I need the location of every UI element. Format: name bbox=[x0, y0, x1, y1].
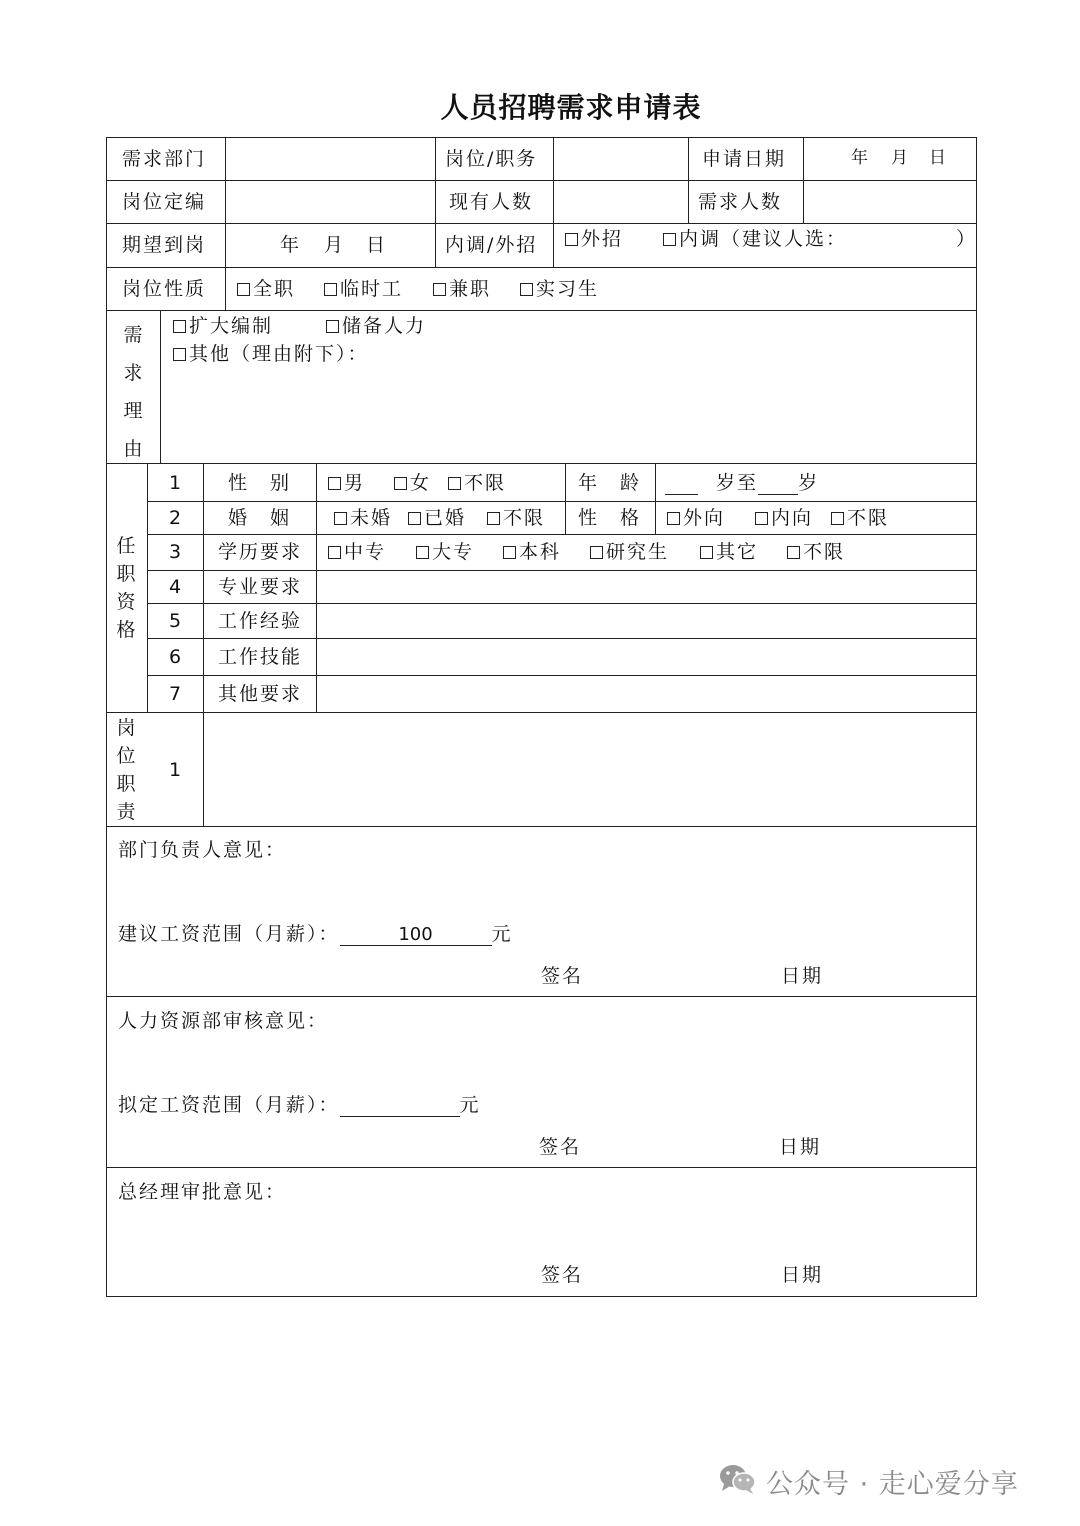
need-count-label: 需求人数 bbox=[698, 191, 783, 213]
checkbox-icon bbox=[755, 512, 768, 525]
dept-sign-label: 签名 bbox=[541, 965, 584, 987]
qual-row-number: 3 bbox=[169, 541, 182, 563]
dept-label: 需求部门 bbox=[122, 148, 207, 170]
need-count-field[interactable] bbox=[804, 181, 975, 223]
gm-sign-label: 签名 bbox=[541, 1264, 584, 1286]
checkbox-icon bbox=[394, 477, 407, 490]
skills-label: 工作技能 bbox=[218, 646, 303, 668]
gender-label: 性 别 bbox=[228, 472, 292, 494]
other-req-field[interactable] bbox=[317, 676, 975, 712]
checkbox-icon bbox=[448, 477, 461, 490]
hr-opinion-label: 人力资源部审核意见： bbox=[118, 1010, 329, 1032]
age-range[interactable]: 岁至 岁 bbox=[665, 471, 819, 495]
dept-salary-row: 建议工资范围（月薪）： 100 元 bbox=[118, 923, 513, 945]
experience-label: 工作经验 bbox=[218, 610, 303, 632]
current-count-label: 现有人数 bbox=[449, 191, 534, 213]
marital-label: 婚 姻 bbox=[228, 507, 292, 529]
checkbox-icon bbox=[520, 283, 533, 296]
hr-sign-label: 签名 bbox=[539, 1136, 582, 1158]
apply-month: 月 bbox=[891, 148, 910, 168]
duty-row-number: 1 bbox=[169, 759, 182, 781]
dept-opinion-label: 部门负责人意见： bbox=[118, 839, 287, 861]
education-label: 学历要求 bbox=[218, 541, 303, 563]
checkbox-icon bbox=[590, 546, 603, 559]
major-label: 专业要求 bbox=[218, 576, 303, 598]
headcount-label: 岗位定编 bbox=[122, 191, 207, 213]
skills-field[interactable] bbox=[317, 639, 975, 675]
nature-option-temp[interactable]: 临时工 bbox=[324, 277, 403, 301]
gm-date-label: 日期 bbox=[781, 1264, 824, 1286]
gm-opinion-label: 总经理审批意见： bbox=[118, 1181, 287, 1203]
wechat-icon bbox=[718, 1462, 758, 1496]
nature-option-parttime[interactable]: 兼职 bbox=[433, 277, 491, 301]
edu-option-college[interactable]: 大专 bbox=[416, 540, 474, 564]
position-label: 岗位/职务 bbox=[445, 148, 538, 170]
marital-option-single[interactable]: 未婚 bbox=[334, 506, 392, 530]
checkbox-icon bbox=[433, 283, 446, 296]
checkbox-icon bbox=[503, 546, 516, 559]
headcount-field[interactable] bbox=[226, 181, 434, 223]
checkbox-icon bbox=[328, 477, 341, 490]
gender-option-any[interactable]: 不限 bbox=[448, 471, 506, 495]
checkbox-icon bbox=[328, 546, 341, 559]
position-field[interactable] bbox=[554, 138, 687, 180]
checkbox-icon bbox=[173, 320, 186, 333]
age-label: 年 龄 bbox=[578, 472, 642, 494]
checkbox-icon bbox=[334, 512, 347, 525]
checkbox-icon bbox=[565, 233, 578, 246]
qual-row-number: 5 bbox=[169, 610, 182, 632]
checkbox-icon bbox=[700, 546, 713, 559]
personality-label: 性 格 bbox=[578, 507, 642, 529]
dept-salary-field[interactable]: 100 bbox=[340, 923, 492, 946]
watermark-text: 公众号 · 走心爱分享 bbox=[766, 1469, 1019, 1500]
qual-row-number: 1 bbox=[169, 472, 182, 494]
nature-label: 岗位性质 bbox=[122, 278, 207, 300]
form-title: 人员招聘需求申请表 bbox=[440, 91, 702, 124]
experience-field[interactable] bbox=[317, 604, 975, 638]
marital-option-any[interactable]: 不限 bbox=[487, 506, 545, 530]
nature-option-fulltime[interactable]: 全职 bbox=[237, 277, 295, 301]
age-max-blank[interactable] bbox=[758, 472, 798, 495]
internal-option[interactable]: 内调（建议人选： bbox=[663, 227, 847, 251]
edu-option-graduate[interactable]: 研究生 bbox=[590, 540, 669, 564]
checkbox-icon bbox=[487, 512, 500, 525]
close-paren: ） bbox=[956, 228, 978, 250]
gender-option-female[interactable]: 女 bbox=[394, 471, 431, 495]
personality-option-extrovert[interactable]: 外向 bbox=[667, 506, 725, 530]
checkbox-icon bbox=[787, 546, 800, 559]
expected-year: 年 bbox=[280, 234, 302, 256]
external-option[interactable]: 外招 bbox=[565, 227, 623, 251]
reason-text-area[interactable] bbox=[170, 370, 970, 460]
apply-year: 年 bbox=[851, 148, 870, 168]
expected-date-label: 期望到岗 bbox=[122, 234, 207, 256]
hr-salary-field[interactable] bbox=[340, 1094, 460, 1117]
nature-option-intern[interactable]: 实习生 bbox=[520, 277, 599, 301]
hr-salary-row: 拟定工资范围（月薪）： 元 bbox=[118, 1094, 481, 1116]
gender-option-male[interactable]: 男 bbox=[328, 471, 365, 495]
major-field[interactable] bbox=[317, 571, 975, 603]
checkbox-icon bbox=[237, 283, 250, 296]
checkbox-icon bbox=[173, 348, 186, 361]
reason-side-label: 需 求 理 由 bbox=[123, 324, 143, 460]
checkbox-icon bbox=[831, 512, 844, 525]
checkbox-icon bbox=[663, 233, 676, 246]
edu-option-other[interactable]: 其它 bbox=[700, 540, 758, 564]
personality-option-any[interactable]: 不限 bbox=[831, 506, 889, 530]
dept-field[interactable] bbox=[226, 138, 434, 180]
hr-date-label: 日期 bbox=[779, 1136, 822, 1158]
apply-day: 日 bbox=[929, 148, 948, 168]
edu-option-technical[interactable]: 中专 bbox=[328, 540, 386, 564]
qual-row-number: 7 bbox=[169, 683, 182, 705]
reason-option-reserve[interactable]: 储备人力 bbox=[326, 314, 426, 338]
expected-day: 日 bbox=[366, 234, 388, 256]
reason-option-expand[interactable]: 扩大编制 bbox=[173, 314, 273, 338]
expected-date-field[interactable] bbox=[226, 224, 434, 267]
duty-side-label: 岗 位 职 责 bbox=[116, 717, 136, 823]
dept-date-label: 日期 bbox=[781, 965, 824, 987]
personality-option-introvert[interactable]: 内向 bbox=[755, 506, 813, 530]
checkbox-icon bbox=[416, 546, 429, 559]
checkbox-icon bbox=[408, 512, 421, 525]
qualification-side-label: 任 职 资 格 bbox=[116, 535, 136, 641]
qual-row-number: 6 bbox=[169, 646, 182, 668]
qual-row-number: 4 bbox=[169, 576, 182, 598]
expected-month: 月 bbox=[324, 234, 346, 256]
marital-option-married[interactable]: 已婚 bbox=[408, 506, 466, 530]
current-count-field[interactable] bbox=[554, 181, 687, 223]
other-req-label: 其他要求 bbox=[218, 683, 303, 705]
qual-row-number: 2 bbox=[169, 507, 182, 529]
reason-option-other[interactable]: 其他（理由附下）： bbox=[173, 342, 369, 366]
duty-text-area[interactable] bbox=[204, 713, 975, 826]
channel-label: 内调/外招 bbox=[445, 234, 538, 256]
apply-date-label: 申请日期 bbox=[702, 148, 787, 170]
edu-option-any[interactable]: 不限 bbox=[787, 540, 845, 564]
checkbox-icon bbox=[667, 512, 680, 525]
age-min-blank[interactable] bbox=[665, 472, 698, 495]
checkbox-icon bbox=[326, 320, 339, 333]
apply-date-field[interactable] bbox=[804, 138, 975, 180]
checkbox-icon bbox=[324, 283, 337, 296]
edu-option-bachelor[interactable]: 本科 bbox=[503, 540, 561, 564]
